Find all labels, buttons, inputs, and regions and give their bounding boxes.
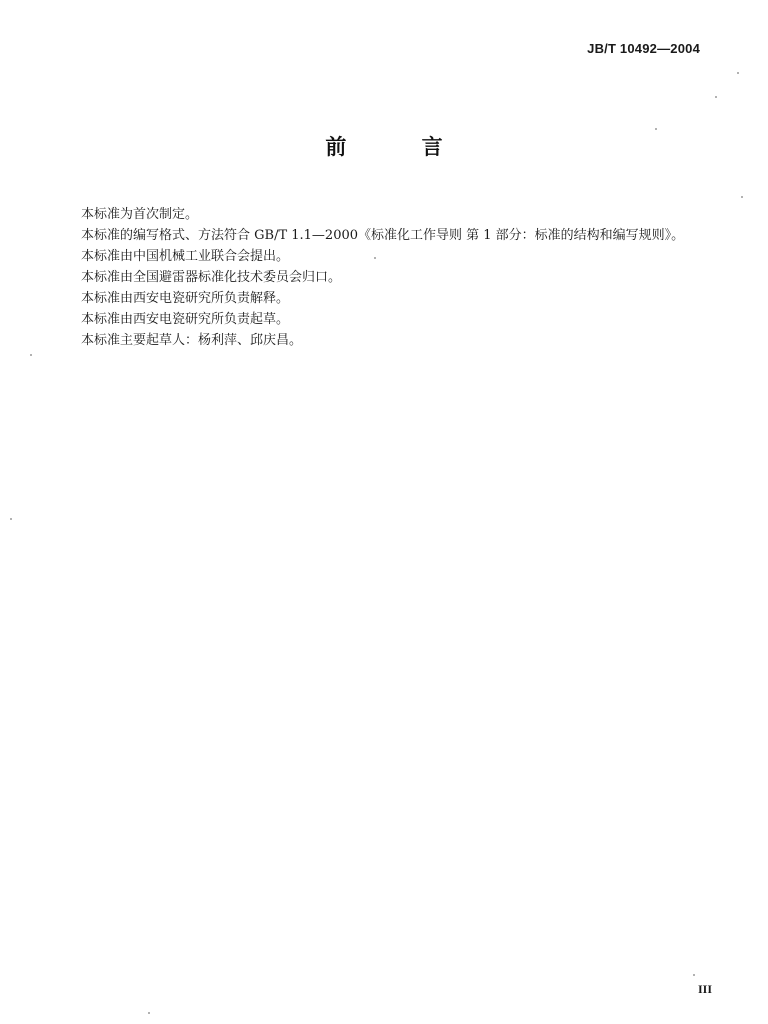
scan-speck [30, 354, 32, 356]
foreword-body [54, 204, 724, 351]
scan-speck [374, 257, 376, 259]
scan-speck [655, 128, 657, 130]
paragraph-proposer: 本标准由中国机械工业联合会提出。 [81, 249, 290, 264]
page-number: III [697, 982, 712, 996]
standard-code: JB/T 10492—2004 [587, 41, 700, 56]
paragraph-drafting-organization: 本标准由西安电瓷研究所负责起草。 [81, 312, 290, 327]
scan-speck [737, 72, 739, 74]
paragraph-first-edition: 本标准为首次制定。 [81, 207, 199, 222]
scan-speck [715, 96, 717, 98]
paragraph-centralized-management: 本标准由全国避雷器标准化技术委员会归口。 [81, 270, 342, 285]
scan-speck [741, 196, 743, 198]
scan-speck [10, 518, 12, 520]
scan-speck [148, 1012, 150, 1014]
paragraph-drafting-rules: 本标准的编写格式、方法符合 GB/T 1.1—2000《标准化工作导则 第 1 部分：标准的结构和编写规则》。 [81, 228, 685, 243]
scan-speck [693, 974, 695, 976]
paragraph-interpretation: 本标准由西安电瓷研究所负责解释。 [81, 291, 290, 306]
page-title: 前 言 [325, 135, 477, 159]
paragraph-main-drafters: 本标准主要起草人：杨利萍、邱庆昌。 [81, 333, 303, 348]
